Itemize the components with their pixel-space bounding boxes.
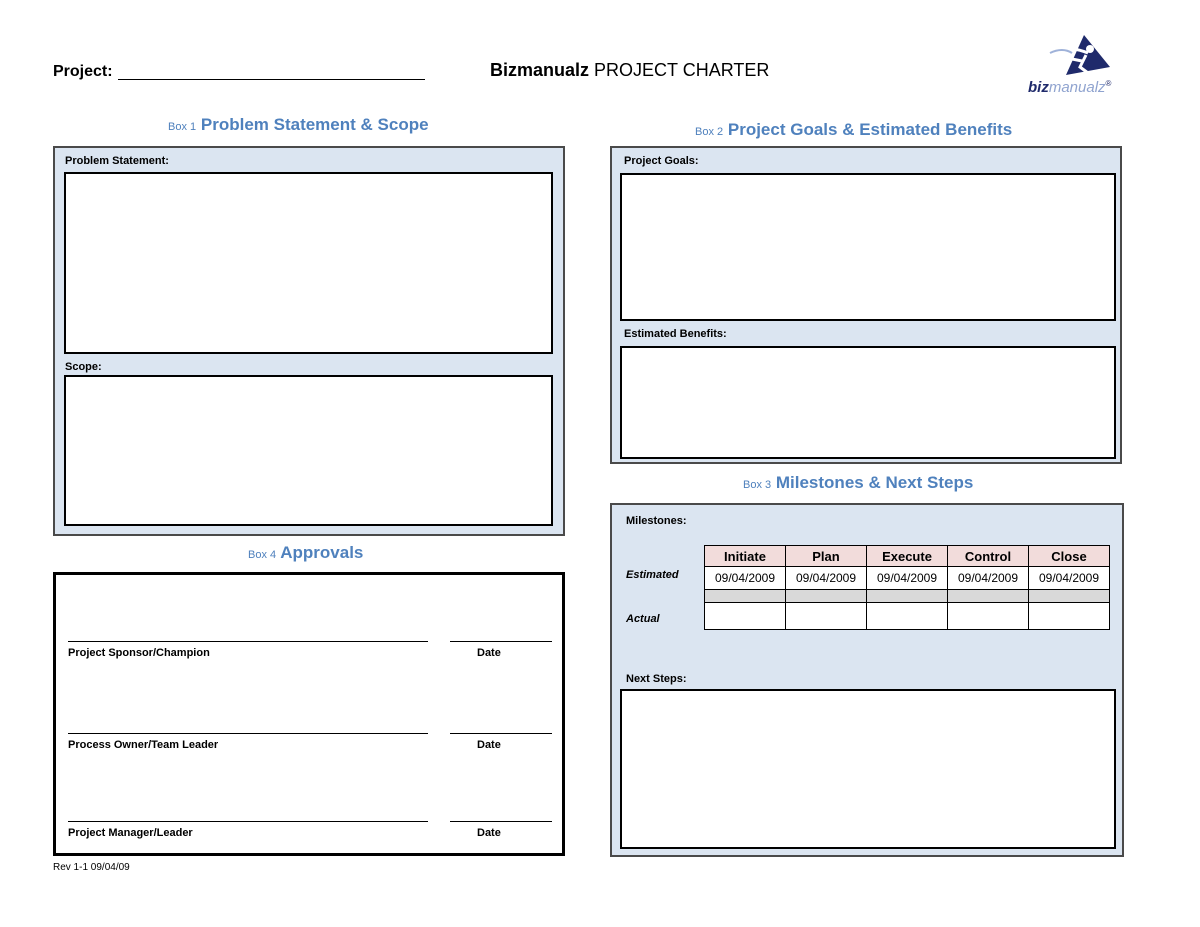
actual-close-cell[interactable]: [1029, 603, 1110, 630]
box2-heading: Box 2 Project Goals & Estimated Benefits: [695, 120, 1013, 139]
box1-heading: Box 1 Problem Statement & Scope: [168, 115, 429, 134]
sponsor-role-label: Project Sponsor/Champion: [68, 647, 210, 659]
project-label: Project:: [53, 63, 113, 80]
milestones-table: [704, 545, 1110, 630]
actual-plan-cell[interactable]: [786, 603, 867, 630]
col-control: Control: [948, 546, 1029, 567]
box3-heading: Box 3 Milestones & Next Steps: [743, 473, 974, 492]
sponsor-date-line[interactable]: [450, 633, 552, 642]
separator-row: [705, 590, 1110, 603]
estimated-row: [705, 567, 1110, 590]
milestones-header-row: [705, 546, 1110, 567]
manager-date-label: Date: [477, 827, 501, 839]
actual-row-label: Actual: [626, 613, 660, 625]
sponsor-signature-line[interactable]: [68, 633, 428, 642]
project-goals-label: Project Goals:: [624, 155, 699, 167]
actual-row: [705, 603, 1110, 630]
next-steps-label: Next Steps:: [626, 673, 687, 685]
owner-signature-line[interactable]: [68, 725, 428, 734]
revision-footer: Rev 1-1 09/04/09: [53, 862, 130, 873]
estimated-benefits-label: Estimated Benefits:: [624, 328, 727, 340]
manager-signature-line[interactable]: [68, 813, 428, 822]
col-initiate: Initiate: [705, 546, 786, 567]
col-close: Close: [1029, 546, 1110, 567]
title-brand: Bizmanualz: [490, 60, 590, 80]
scope-field[interactable]: [64, 375, 553, 526]
page-title: [490, 60, 769, 81]
project-name-field[interactable]: [118, 61, 425, 80]
col-execute: Execute: [867, 546, 948, 567]
company-logo: [1030, 33, 1130, 99]
estimated-plan-cell[interactable]: 09/04/2009: [786, 567, 867, 590]
problem-statement-field[interactable]: [64, 172, 553, 354]
logo-mark-icon: [1044, 33, 1114, 83]
estimated-control-cell[interactable]: 09/04/2009: [948, 567, 1029, 590]
scope-label: Scope:: [65, 361, 102, 373]
approvals-panel: [53, 572, 565, 856]
actual-execute-cell[interactable]: [867, 603, 948, 630]
manager-role-label: Project Manager/Leader: [68, 827, 193, 839]
box1-panel: [53, 146, 565, 536]
title-text: PROJECT CHARTER: [589, 60, 770, 80]
estimated-benefits-field[interactable]: [620, 346, 1116, 459]
box4-heading: Box 4 Approvals: [248, 543, 364, 562]
owner-date-line[interactable]: [450, 725, 552, 734]
actual-control-cell[interactable]: [948, 603, 1029, 630]
problem-statement-label: Problem Statement:: [65, 155, 169, 167]
col-plan: Plan: [786, 546, 867, 567]
project-goals-field[interactable]: [620, 173, 1116, 321]
logo-wordmark: bizmanualz®: [1028, 79, 1112, 96]
estimated-close-cell[interactable]: 09/04/2009: [1029, 567, 1110, 590]
box3-panel: [610, 503, 1124, 857]
owner-role-label: Process Owner/Team Leader: [68, 739, 219, 751]
box2-panel: [610, 146, 1122, 464]
manager-date-line[interactable]: [450, 813, 552, 822]
milestones-label: Milestones:: [626, 515, 687, 527]
actual-initiate-cell[interactable]: [705, 603, 786, 630]
estimated-row-label: Estimated: [626, 569, 679, 581]
estimated-initiate-cell[interactable]: 09/04/2009: [705, 567, 786, 590]
owner-date-label: Date: [477, 739, 501, 751]
next-steps-field[interactable]: [620, 689, 1116, 849]
sponsor-date-label: Date: [477, 647, 501, 659]
estimated-execute-cell[interactable]: 09/04/2009: [867, 567, 948, 590]
